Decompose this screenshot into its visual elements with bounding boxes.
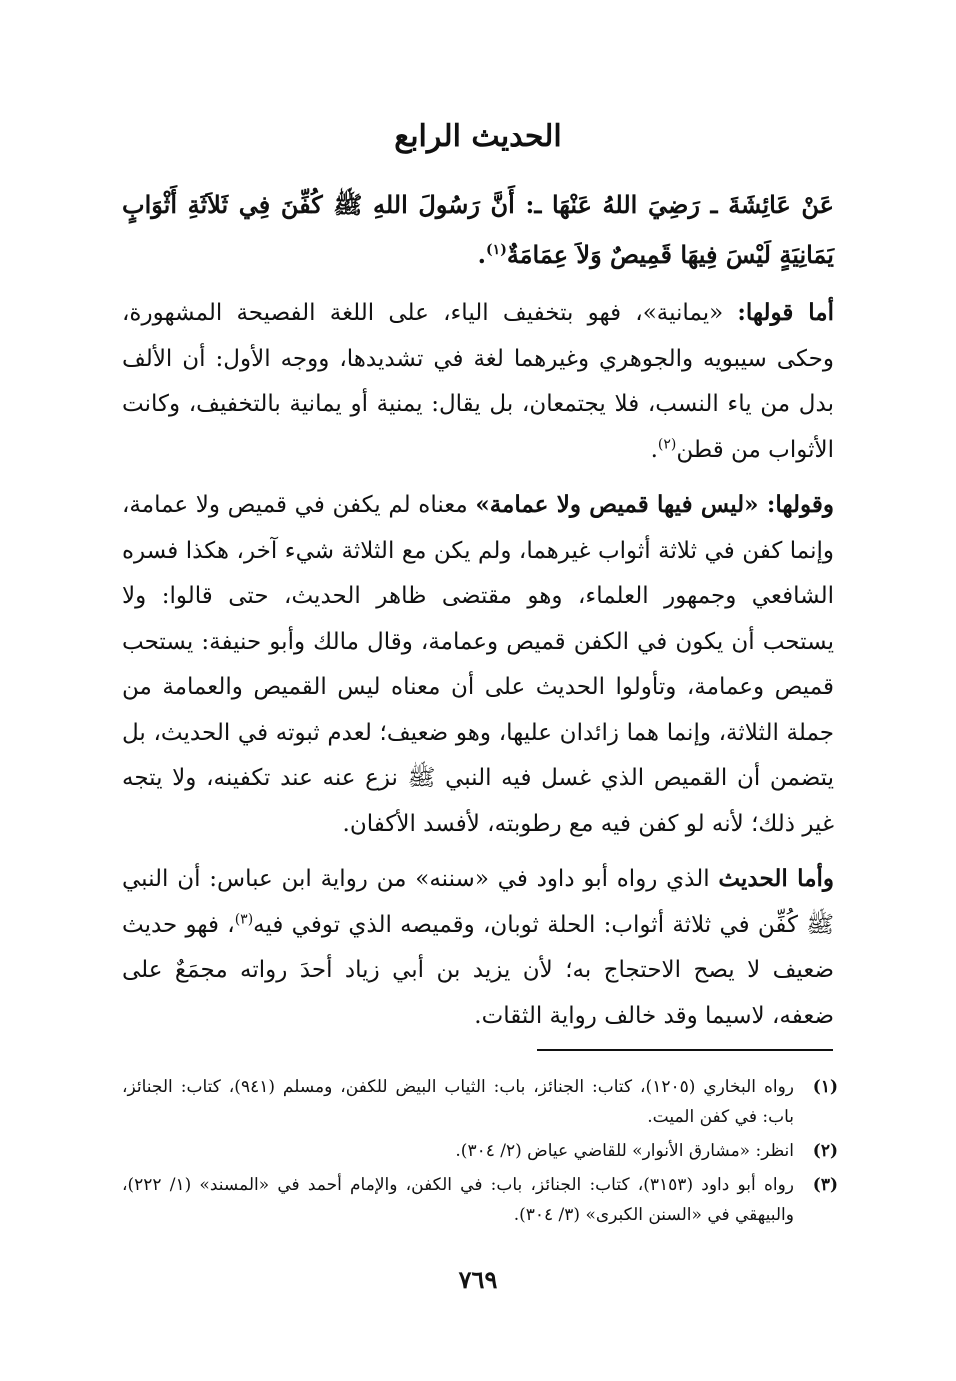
footnote-text: انظر: «مشارق الأنوار» للقاضي عياض (٢/ ٣٠٤). (455, 1141, 794, 1161)
commentary-paragraph (122, 482, 834, 847)
footnote-item (122, 1136, 838, 1166)
commentary-paragraph (122, 290, 834, 473)
paragraph-body: الذي رواه أبو داود في «سننه» من رواية ابن عباس: أن النبي ﷺ كُفِّن في ثلاثة أثواب: الحلة ثوبان، وقميصه الذي توفي فيه (122, 866, 834, 938)
hadith-text (122, 180, 834, 280)
paragraph-body: معناه لم يكفن في قميص ولا عمامة، وإنما كفن في ثلاثة أثواب غيرهما، ولم يكن مع الثلاثة شيء آخر، هكذا فسره الشافعي وجمهور العلماء، وهو مقتضى ظاهر الحديث، حتى قالوا: ولا يستحب أن يكون في الكفن قميص وعمامة، وقال مالك وأبو حنيفة: يستحب قميص وعمامة، وتأولوا الحديث على أن معناه ليس القميص والعمامة من جملة الثلاثة، وإنما هما زائدان عليها، وهو ضعيف؛ لعدم ثبوته في الحديث، بل يتضمن أن القميص الذي غسل فيه النبي ﷺ نزع عنه عند تكفينه، ولا يتجه غير ذلك؛ لأنه لو كفن فيه مع رطوبته، لأفسد الأكفان. (122, 492, 834, 837)
paragraph-end: . (650, 436, 658, 463)
page-title: الحديث الرابع (394, 119, 562, 154)
page-number: ٧٦٩ (458, 1265, 498, 1294)
footnote-item (122, 1072, 838, 1132)
footnote-number: (٢) (812, 1141, 838, 1161)
paragraph-end: ، فهو حديث ضعيف لا يصح الاحتجاج به؛ لأن يزيد بن أبي زياد أحدَ رواته مجمَعٌ على ضعفه، لاسيما وقد خالف رواية الثقات. (122, 911, 834, 1029)
footnote-text: رواه أبو داود (٣١٥٣)، كتاب: الجنائز، باب: في الكفن، والإمام أحمد في «المسند» (١/ ٢٢٢)، والبيهقي في «السنن الكبرى» (٣/ ٣٠٤). (122, 1175, 795, 1225)
footnotes-section (122, 1072, 838, 1234)
commentary-paragraph (122, 856, 834, 1039)
footnote-divider (537, 1049, 833, 1051)
footnote-ref-2[interactable]: (٢) (657, 435, 677, 452)
hadith-end: . (477, 240, 487, 269)
footnote-text: رواه البخاري (١٢٠٥)، كتاب: الجنائز، باب: الثياب البيض للكفن، ومسلم (٩٤١)، كتاب: الجنائز، باب: في كفن الميت. (122, 1077, 794, 1127)
footnote-ref-3[interactable]: (٣) (234, 910, 254, 927)
footnote-ref-1[interactable]: (١) (486, 242, 507, 258)
paragraph-body: «يمانية»، فهو بتخفيف الياء، على اللغة الفصيحة المشهورة، وحكى سيبويه والجوهري وغيرهما لغة في تشديدها، ووجه الأول: أن الألف بدل من ياء النسب، فلا يجتمعان، بل يقال: يمنية أو يمانية بالتخفيف، وكانت الأثواب من قطن (122, 300, 834, 463)
footnote-number: (٣) (812, 1175, 838, 1195)
paragraph-lead: وأما الحديث (718, 865, 835, 892)
paragraph-lead: وقولها: «ليس فيها قميص ولا عمامة» (475, 491, 834, 518)
hadith-body: عَنْ عَائِشَةَ ـ رَضِيَ اللهُ عَنْهَا ـ: أَنَّ رَسُولَ اللهِ ﷺ كُفِّنَ فِي ثَلاَثَةِ أَثْوَابٍ يَمَانِيَةٍ لَيْسَ فِيهَا قَمِيصٌ وَلاَ عِمَامَةٌ (122, 190, 834, 269)
footnote-item (122, 1170, 838, 1230)
footnote-number: (١) (812, 1077, 838, 1097)
paragraph-lead: أما قولها: (737, 299, 834, 326)
